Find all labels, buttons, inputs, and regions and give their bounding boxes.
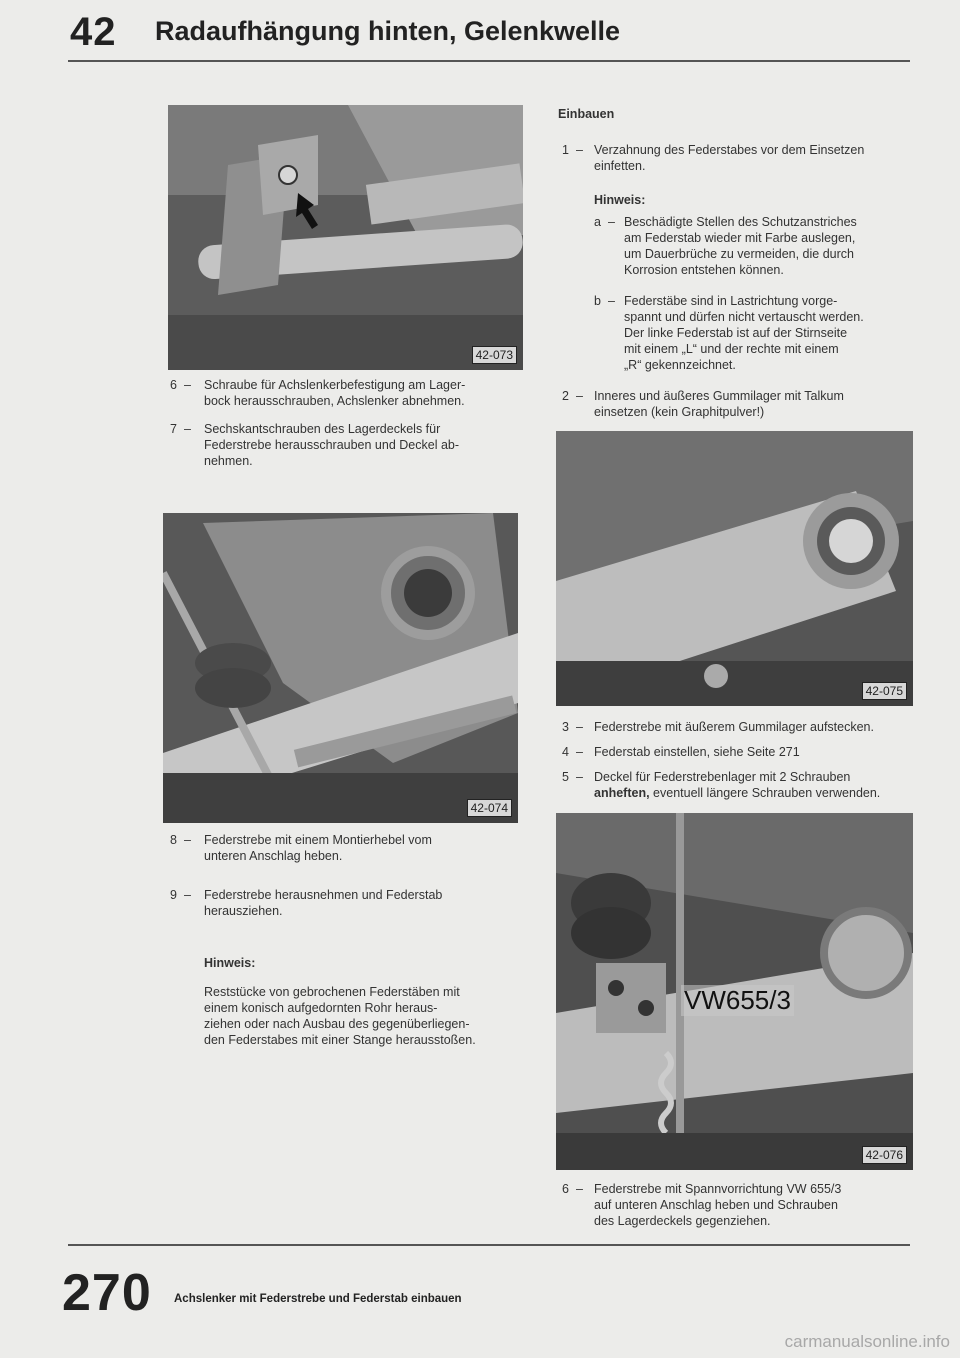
- step-6: [170, 377, 510, 411]
- step-text-line: Federstrebe mit Spannvorrichtung VW 655/3: [594, 1182, 842, 1196]
- step-emphasis: anheften,: [594, 786, 650, 800]
- note-dash: –: [608, 215, 615, 229]
- step-number: 9: [170, 888, 177, 902]
- step-number: 6: [170, 378, 177, 392]
- note-line: spannt und dürfen nicht vertauscht werden.: [624, 310, 864, 324]
- step-dash: –: [576, 143, 583, 157]
- step-text-line: herausziehen.: [204, 904, 283, 918]
- note-line: „R“ gekennzeichnet.: [624, 358, 736, 372]
- section-number: 42: [70, 10, 117, 54]
- step-text-line: auf unteren Anschlag heben und Schrauben: [594, 1198, 838, 1212]
- step-dash: –: [184, 888, 191, 902]
- note-letter: a: [594, 215, 601, 229]
- step-6-right: [562, 1181, 932, 1231]
- hinweis-line: Reststücke von gebrochenen Federstäben mit: [204, 985, 460, 999]
- step-text-line: Schraube für Achslenkerbefestigung am Lager-: [204, 378, 466, 392]
- step-number: 6: [562, 1182, 569, 1196]
- photo-42-074: [163, 513, 518, 823]
- step-dash: –: [184, 833, 191, 847]
- hinweis-line: den Federstabes mit einer Stange herausstoßen.: [204, 1033, 476, 1047]
- note-line: Der linke Federstab ist auf der Stirnseite: [624, 326, 848, 340]
- note-dash: –: [608, 294, 615, 308]
- photo-label: 42-073: [472, 346, 517, 364]
- step-number: 7: [170, 422, 177, 436]
- step-2: [562, 388, 922, 422]
- step-4: [562, 744, 932, 762]
- note-line: Beschädigte Stellen des Schutzanstriches: [624, 215, 857, 229]
- note-line: am Federstab wieder mit Farbe auslegen,: [624, 231, 856, 245]
- photo-label: 42-074: [467, 799, 512, 817]
- hinweis-line: einem konisch aufgedornten Rohr heraus-: [204, 1001, 438, 1015]
- photo-42-076: [556, 813, 913, 1170]
- step-text-line: unteren Anschlag heben.: [204, 849, 343, 863]
- photo-label: 42-076: [862, 1146, 907, 1164]
- step-dash: –: [576, 1182, 583, 1196]
- step-text-line: Sechskantschrauben des Lagerdeckels für: [204, 422, 441, 436]
- step-dash: –: [576, 770, 583, 784]
- step-text-line: Federstrebe herausnehmen und Federstab: [204, 888, 443, 902]
- step-number: 5: [562, 770, 569, 784]
- step-9: [170, 887, 510, 921]
- header-rule: [68, 60, 910, 62]
- footer-rule: [68, 1244, 910, 1246]
- step-dash: –: [184, 378, 191, 392]
- footer-title: Achslenker mit Federstrebe und Federstab einbauen: [174, 1293, 462, 1305]
- step-text-line: Federstrebe herausschrauben und Deckel ab-: [204, 438, 460, 452]
- step-dash: –: [576, 389, 583, 403]
- step-text-line: Federstrebe mit äußerem Gummilager aufstecken.: [594, 720, 874, 734]
- page-number: 270: [62, 1264, 152, 1322]
- step-1: [562, 142, 922, 176]
- step-number: 4: [562, 745, 569, 759]
- note-a: [594, 214, 924, 280]
- step-text-line: Inneres und äußeres Gummilager mit Talkum: [594, 389, 844, 403]
- step-text-line: Federstab einstellen, siehe Seite 271: [594, 745, 800, 759]
- photo-42-073: [168, 105, 523, 370]
- step-number: 1: [562, 143, 569, 157]
- step-text-line: [594, 785, 880, 801]
- watermark: carmanualsonline.info: [784, 1332, 950, 1351]
- hinweis-text: [204, 984, 524, 1048]
- page-title: Radaufhängung hinten, Gelenkwelle: [155, 16, 621, 46]
- step-text-line: bock herausschrauben, Achslenker abnehmen.: [204, 394, 465, 408]
- step-3: [562, 719, 932, 737]
- step-text-line: des Lagerdeckels gegenziehen.: [594, 1214, 771, 1228]
- step-text-line: einsetzen (kein Graphitpulver!): [594, 405, 765, 419]
- step-dash: –: [184, 422, 191, 436]
- note-line: mit einem „L“ und der rechte mit einem: [624, 342, 839, 356]
- step-7: [170, 421, 510, 471]
- step-text-line: Verzahnung des Federstabes vor dem Einsetzen: [594, 143, 865, 157]
- photo-label: 42-075: [862, 682, 907, 700]
- note-line: Korrosion entstehen können.: [624, 263, 784, 277]
- hinweis-heading: Hinweis:: [204, 956, 256, 970]
- note-line: Federstäbe sind in Lastrichtung vorge-: [624, 294, 838, 308]
- einbauen-heading: Einbauen: [558, 107, 615, 121]
- step-dash: –: [576, 745, 583, 759]
- tool-label: VW655/3: [681, 985, 794, 1016]
- step-text-line: nehmen.: [204, 454, 253, 468]
- note-letter: b: [594, 294, 601, 308]
- step-number: 3: [562, 720, 569, 734]
- step-number: 8: [170, 833, 177, 847]
- hinweis-line: ziehen oder nach Ausbau des gegenüberliegen-: [204, 1017, 470, 1031]
- step-text-line: Deckel für Federstrebenlager mit 2 Schrauben: [594, 770, 851, 784]
- note-b: [594, 293, 924, 375]
- step-8: [170, 832, 510, 866]
- step-5: [562, 769, 932, 803]
- step-text-line: einfetten.: [594, 159, 646, 173]
- step-text-line: Federstrebe mit einem Montierhebel vom: [204, 833, 432, 847]
- step-number: 2: [562, 389, 569, 403]
- note-line: um Dauerbrüche zu vermeiden, die durch: [624, 247, 854, 261]
- photo-42-075: [556, 431, 913, 706]
- step-text-rest: eventuell längere Schrauben verwenden.: [649, 786, 881, 800]
- hinweis-heading: Hinweis:: [594, 193, 646, 207]
- step-dash: –: [576, 720, 583, 734]
